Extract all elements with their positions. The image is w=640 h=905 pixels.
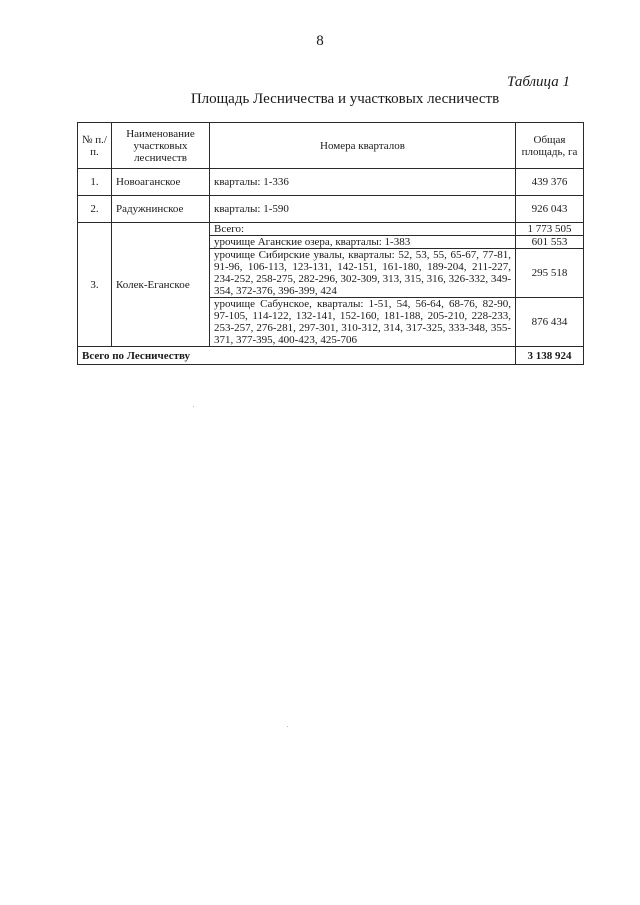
- subrow-quarters: урочище Сибирские увалы, кварталы: 52, 53, 55, 65-67, 77-81, 91-96, 106-113, 123-131, 142-151, 161-180, 189-204, 211-227, 234-252, 258-275, 282-296, 302-309, 313, 315, 316, 326-332, 349-354, 372-376, 396-399, 424: [210, 249, 516, 298]
- subrow-area: 876 434: [516, 298, 584, 347]
- row-name: Радужнинское: [112, 196, 210, 223]
- row-name: Колек-Еганское: [112, 223, 210, 347]
- row-num: 3.: [78, 223, 112, 347]
- scan-speck: [287, 726, 288, 727]
- table-row: [78, 223, 584, 236]
- forestry-area-table: [77, 122, 584, 365]
- subrow-quarters: урочище Аганские озера, кварталы: 1-383: [210, 236, 516, 249]
- header-quarters: Номера кварталов: [210, 123, 516, 169]
- total-row: [78, 347, 584, 365]
- row-name: Новоаганское: [112, 169, 210, 196]
- row-area: 926 043: [516, 196, 584, 223]
- table-row: [78, 196, 584, 223]
- row-num: 1.: [78, 169, 112, 196]
- header-num: № п./п.: [78, 123, 112, 169]
- page-number: 8: [316, 33, 324, 49]
- row-num: 2.: [78, 196, 112, 223]
- subrow-area: 295 518: [516, 249, 584, 298]
- header-name: Наименование участковых лесничеств: [112, 123, 210, 169]
- table-title: Площадь Лесничества и участковых лесничеств: [190, 91, 500, 107]
- total-label: Всего по Лесничеству: [78, 347, 516, 365]
- row-area: 439 376: [516, 169, 584, 196]
- subrow-quarters: урочище Сабунское, кварталы: 1-51, 54, 56-64, 68-76, 82-90, 97-105, 114-122, 132-141, 152-160, 181-188, 205-210, 228-233, 253-257, 276-281, 297-301, 310-312, 314, 317-325, 333-348, 355-371, 377-395, 400-423, 425-706: [210, 298, 516, 347]
- subrow-area: 601 553: [516, 236, 584, 249]
- scan-speck: [193, 406, 194, 407]
- table-row: [78, 169, 584, 196]
- subrow-area: 1 773 505: [516, 223, 584, 236]
- table-header-row: [78, 123, 584, 169]
- total-area: 3 138 924: [516, 347, 584, 365]
- table-label: Таблица 1: [507, 74, 570, 90]
- subrow-quarters: Всего:: [210, 223, 516, 236]
- row-quarters: кварталы: 1-590: [210, 196, 516, 223]
- header-area: Общая площадь, га: [516, 123, 584, 169]
- row-quarters: кварталы: 1-336: [210, 169, 516, 196]
